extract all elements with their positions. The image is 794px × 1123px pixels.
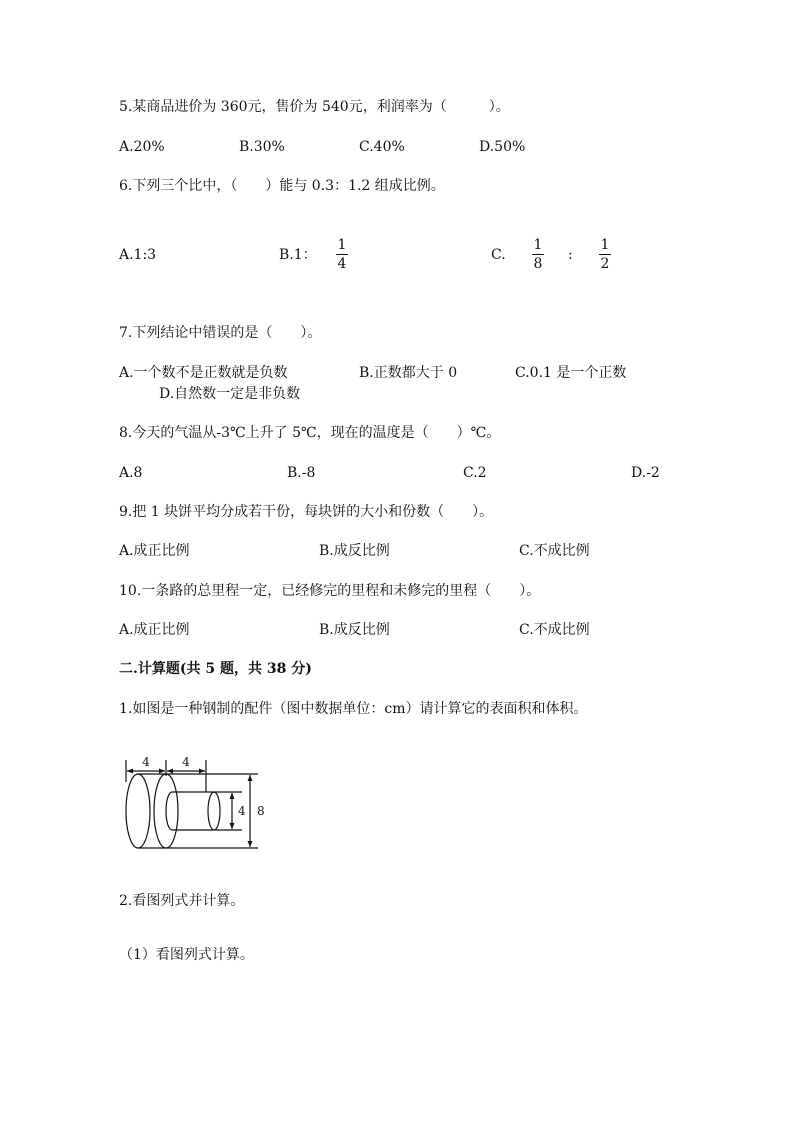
fraction-denominator: 2 <box>600 256 610 272</box>
dim-label-inner: 4 <box>238 804 246 818</box>
q8-option-b: B.-8 <box>287 465 316 481</box>
dim-label-outer: 8 <box>257 804 265 818</box>
steel-part-figure <box>118 748 278 858</box>
fraction-denominator: 4 <box>337 256 347 272</box>
q6-option-a: A.1:3 <box>119 247 157 263</box>
fraction-numerator: 1 <box>533 237 543 253</box>
q6-option-c-fraction-2 <box>597 237 613 272</box>
q8-stem: 8.今天的气温从-3℃上升了 5℃，现在的温度是（ ）℃。 <box>119 425 501 441</box>
q10-option-b: B.成反比例 <box>319 622 390 638</box>
q7-stem: 7.下列结论中错误的是（ ）。 <box>119 325 322 341</box>
q8-option-c: C.2 <box>463 465 487 481</box>
q6-stem: 6.下列三个比中，（ ）能与 0.3：1.2 组成比例。 <box>119 178 445 194</box>
outer-cylinder-body <box>138 774 166 848</box>
dim-label-left: 4 <box>142 755 150 769</box>
q10-option-c: C.不成比例 <box>519 622 590 638</box>
q5-stem: 5.某商品进价为 360元，售价为 540元，利润率为（ ）。 <box>119 99 510 115</box>
q5-option-d: D.50% <box>479 139 526 155</box>
q9-stem: 9.把 1 块饼平均分成若干份，每块饼的大小和份数（ ）。 <box>119 504 494 520</box>
q6-option-c-prefix: C. <box>491 247 506 263</box>
q9-option-b: B.成反比例 <box>319 543 390 559</box>
q7-option-d: D.自然数一定是非负数 <box>159 386 301 402</box>
q10-stem: 10.一条路的总里程一定，已经修完的里程和未修完的里程（ ）。 <box>119 583 541 599</box>
q9-option-a: A.成正比例 <box>119 543 190 559</box>
fraction-numerator: 1 <box>337 237 347 253</box>
q8-option-d: D.-2 <box>631 465 660 481</box>
problem-2-subtext: （1）看图列式计算。 <box>119 947 254 963</box>
q6-option-c-fraction-1 <box>530 237 546 272</box>
q6-option-b-fraction <box>334 237 350 272</box>
q7-option-c: C.0.1 是一个正数 <box>515 365 627 381</box>
section-heading: 二.计算题(共 5 题，共 38 分) <box>119 661 312 677</box>
q6-option-c-colon: : <box>568 247 573 263</box>
q5-option-c: C.40% <box>359 139 405 155</box>
inner-cylinder-left-arc <box>166 792 172 830</box>
q8-option-a: A.8 <box>119 465 143 481</box>
q5-option-a: A.20% <box>119 139 165 155</box>
problem-1-text: 1.如图是一种钢制的配件（图中数据单位：cm）请计算它的表面积和体积。 <box>119 701 588 717</box>
q7-option-a: A.一个数不是正数就是负数 <box>119 365 288 381</box>
inner-cylinder-front <box>208 792 220 830</box>
outer-cylinder-back <box>126 774 150 848</box>
fraction-denominator: 8 <box>533 256 543 272</box>
q6-option-b-prefix: B.1： <box>279 247 317 263</box>
fraction-numerator: 1 <box>600 237 610 253</box>
problem-2-text: 2.看图列式并计算。 <box>119 893 245 909</box>
q5-option-b: B.30% <box>239 139 285 155</box>
q9-option-c: C.不成比例 <box>519 543 590 559</box>
dim-label-right: 4 <box>182 755 190 769</box>
q10-option-a: A.成正比例 <box>119 622 190 638</box>
q7-option-b: B.正数都大于 0 <box>359 365 458 381</box>
